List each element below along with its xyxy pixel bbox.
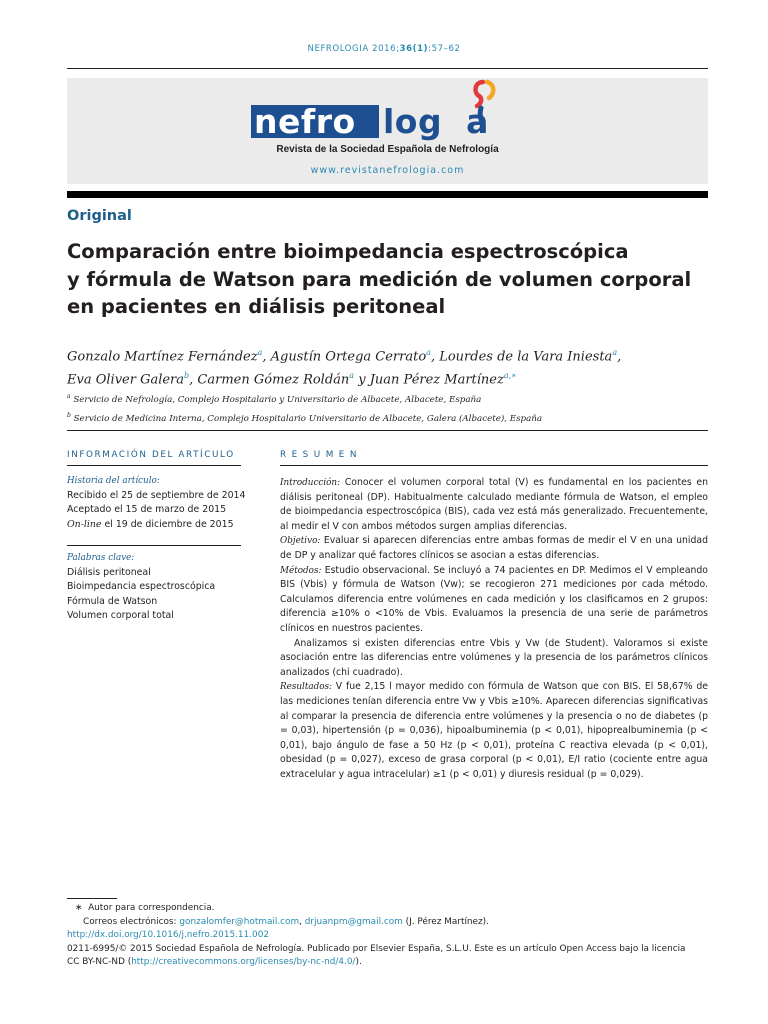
keywords-block [67, 551, 247, 624]
author-affiliation-mark[interactable]: a [426, 348, 431, 357]
received-date: Recibido el 25 de septiembre de 2014 [67, 489, 246, 501]
top-rule [67, 68, 708, 69]
journal-url[interactable]: www.revistanefrologia.com [310, 165, 465, 176]
author-list: Gonzalo Martínez Fernández$^a$, Agustín Ortega Cerrato$^a$, Lourdes de la Vara Iniesta$^a$, Eva Oliver Galera$^b$, Carmen Gómez Roldán$^a$ y Juan Pérez Martínez$^{a,∗}$ [67, 348, 622, 388]
affiliation-item: $^b$ Servicio de Medicina Interna, Complejo Hospitalario Universitario de Albacete, Galera (Albacete), España [67, 411, 543, 424]
journal-volume: 36(1) [399, 44, 429, 54]
logo-part-boxed: nefro [254, 102, 356, 141]
author-name: Lourdes de la Vara Iniesta [439, 349, 613, 365]
email-link[interactable]: gonzalomfer@hotmail.com [179, 916, 300, 927]
journal-banner [67, 78, 708, 184]
journal-name: NEFROLOGIA [307, 44, 369, 54]
abstract-rule [280, 465, 708, 466]
abstract-body [280, 476, 708, 782]
author-name: Eva Oliver Galera [67, 372, 185, 388]
footnotes [67, 902, 712, 970]
article-title [67, 238, 707, 321]
doi-link[interactable]: http://dx.doi.org/10.1016/j.nefro.2015.11.002 [67, 930, 269, 941]
license-link[interactable]: http://creativecommons.org/licenses/by-nc-nd/4.0/ [131, 957, 356, 968]
logo-kidney-icon [469, 78, 499, 130]
logo-part-plain: log [383, 102, 443, 141]
title-line: en pacientes en diálisis peritoneal [67, 295, 446, 318]
author-affiliation-mark[interactable]: a [612, 348, 618, 357]
license-line-2: CC BY-NC-ND (http://creativecommons.org/licenses/by-nc-nd/4.0/). [67, 957, 362, 968]
logo-part-end: a [466, 102, 489, 141]
footnote-rule [67, 898, 117, 899]
license-line: 0211-6995/© 2015 Sociedad Española de Nefrología. Publicado por Elsevier España, S.L.U. Este es un artículo Open Access bajo la licencia [67, 943, 686, 954]
journal-year: 2016 [372, 44, 397, 54]
abstract-objective: Objetivo: Evaluar si aparecen diferencias entre ambas formas de medir el V en una unidad de DP y analizar qué factores clínicos se asocian a estas diferencias. [280, 535, 708, 561]
title-line: Comparación entre bioimpedancia espectroscópica [67, 240, 629, 263]
article-history [67, 474, 247, 532]
abstract-results: Resultados: V fue 2,15 l mayor medido con fórmula de Watson que con BIS. El 58,67% de las mediciones tenían diferencia entre Vw y Vbis ≥10%. Aparecen diferencias significativas al comparar la presencia de diferencia entre volúmenes y la presencia o no de diabetes (p = 0,03), hipertensión (p = 0,036), hipoalbuminemia (p < 0,01), hipoprealbuminemia (p < 0,01), bajo ángulo de fase a 50 Hz (p < 0,01), proteína C reactiva elevada (p < 0,01), obesidad (p = 0,027), exceso de grasa corporal (p < 0,01), E/I ratio (cociente entre agua extracelular y agua intracelular) ≥1 (p < 0,01) y diuresis residual (p = 0,029). [280, 681, 708, 780]
section-divider [67, 430, 708, 431]
keyword-item: Volumen corporal total [67, 610, 174, 621]
keyword-item: Fórmula de Watson [67, 595, 158, 607]
author-affiliation-mark[interactable]: a [257, 348, 263, 357]
journal-pages: 57–62 [431, 44, 461, 54]
keyword-item: Diálisis peritoneal [67, 566, 151, 578]
abstract-methods: Métodos: Estudio observacional. Se incluyó a 74 pacientes en DP. Medimos el V empleando BIS (Vbis) y fórmula de Watson (Vw); se recogieron 271 mediciones por cada método. Calculamos diferencia entre volúmenes en cada medición y los clasificamos en 2 grupos: diferencia ≥10% o <10% de Vbis. Evaluamos la presencia de una serie de parámetros clínicos en nuestros pacientes. [280, 564, 708, 634]
keywords-rule [67, 545, 241, 546]
header-bar [67, 191, 708, 198]
accepted-date: Aceptado el 15 de marzo de 2015 [67, 504, 227, 515]
email-link[interactable]: drjuanpm@gmail.com [304, 916, 403, 927]
affiliation-item: $^a$ Servicio de Nefrología, Complejo Hospitalario y Universitario de Albacete, Albacete, España [67, 393, 482, 405]
logo-subtitle: Revista de la Sociedad Española de Nefrología [276, 144, 499, 155]
keywords-label: Palabras clave: [67, 553, 135, 563]
online-date: On-line el 19 de diciembre de 2015 [67, 518, 234, 530]
author-name: Agustín Ortega Cerrato [270, 349, 427, 365]
article-info-heading: INFORMACIÓN DEL ARTÍCULO [67, 450, 235, 460]
title-line: y fórmula de Watson para medición de volumen corporal [67, 267, 692, 291]
keyword-item: Bioimpedancia espectroscópica [67, 581, 216, 592]
history-label: Historia del artículo: [67, 476, 160, 486]
affiliations [67, 389, 712, 427]
author-name: Carmen Gómez Roldán [197, 372, 350, 388]
abstract-introduction: Introducción: Conocer el volumen corporal total (V) es fundamental en los pacientes en diálisis peritoneal (DP). Habitualmente calculado mediante fórmula de Watson, el empleo de bioimpedancia espectroscópica (BIS), cada vez está más generalizado. Frecuentemente, al medir el V con ambos métodos surgen amplias diferencias. [280, 477, 708, 532]
journal-reference: NEFROLOGIA 2016;36(1):57–62 [307, 44, 461, 54]
author-name: Juan Pérez Martínez [369, 372, 504, 388]
author-affiliation-mark[interactable]: b [184, 371, 190, 381]
author-name: Gonzalo Martínez Fernández [67, 349, 258, 365]
logo-box [251, 102, 379, 141]
article-info-rule [67, 465, 241, 466]
email-line: Correos electrónicos: gonzalomfer@hotmail.com, drjuanpm@gmail.com (J. Pérez Martínez). [83, 916, 489, 927]
article-section: Original [67, 208, 132, 224]
correspondence-note: ∗ Autor para correspondencia. [75, 903, 215, 913]
author-affiliation-mark[interactable]: a [349, 371, 355, 381]
author-affiliation-mark[interactable]: a,∗ [503, 371, 517, 381]
abstract-heading: RESUMEN [280, 450, 362, 460]
abstract-analysis: Analizamos si existen diferencias entre Vbis y Vw (de Student). Valoramos si existe asociación entre las diferencias entre volúmenes y la presencia de los parámetros clínicos analizados (chi cuadrado). [280, 637, 708, 678]
